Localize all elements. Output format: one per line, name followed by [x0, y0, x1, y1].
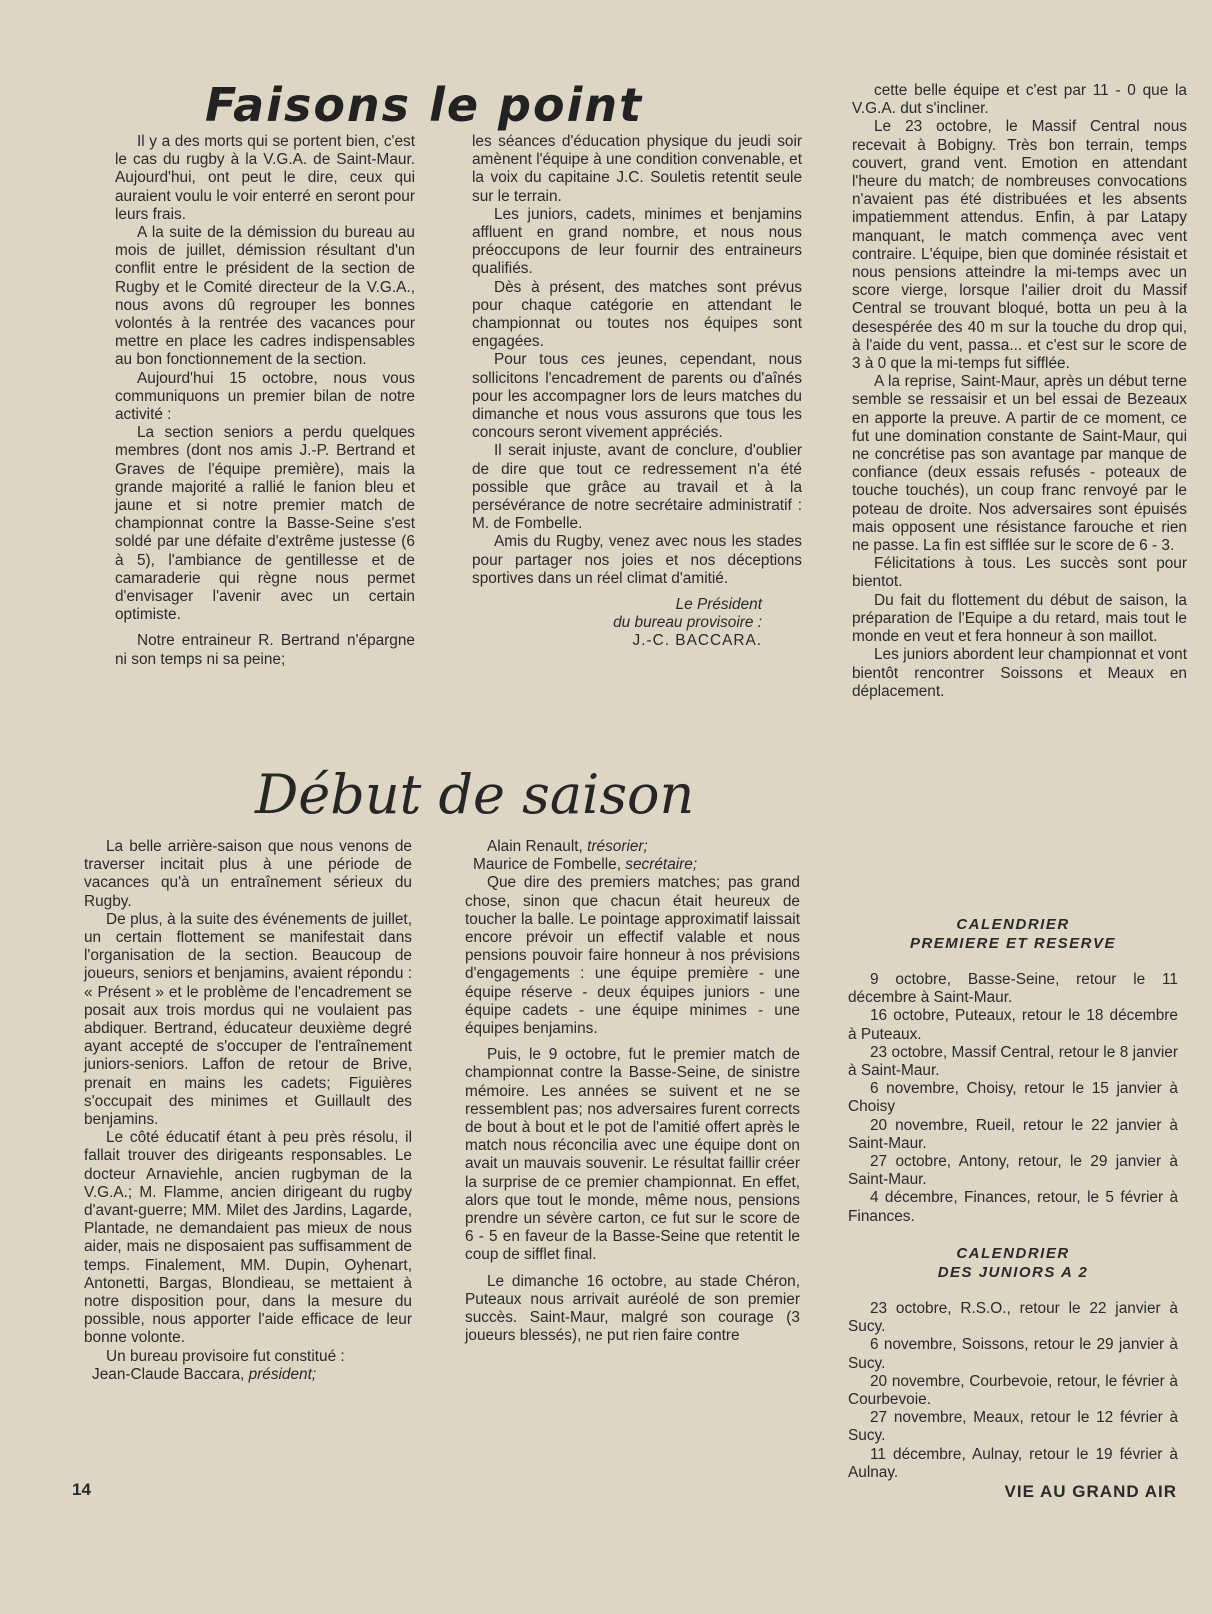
paragraph: Les juniors, cadets, minimes et benjamins affluent en grand nombre, et nous nous préoccupons de leur fournir des entraineurs qualifiés.: [472, 205, 802, 278]
calendar-heading: CALENDRIER: [956, 1245, 1070, 1262]
calendar-item: 27 octobre, Antony, retour, le 29 janvier à Saint-Maur.: [848, 1153, 1178, 1189]
paragraph: Il y a des morts qui se portent bien, c'est le cas du rugby à la V.G.A. de Saint-Maur. Aujourd'hui, ont peut le dire, ceux qui auraient voulu le voir enterré en seront pour leurs frais.: [115, 133, 415, 223]
page-number: 14: [72, 1480, 91, 1499]
paragraph: Aujourd'hui 15 octobre, nous vous communiquons un premier bilan de notre activité :: [115, 369, 415, 424]
magazine-name: VIE AU GRAND AIR: [1004, 1482, 1177, 1501]
paragraph: La belle arrière-saison que nous venons de traverser incitait plus à une période de vacances qu'à un entraînement sérieux du Rugby.: [84, 838, 412, 910]
calendar-premiere-reserve: [848, 915, 1178, 1226]
paragraph: les séances d'éducation physique du jeudi soir amènent l'équipe à une condition convenable, et la voix du capitaine J.C. Souletis retentit seule sur le terrain.: [472, 133, 802, 205]
paragraph: A la suite de la démission du bureau au mois de juillet, démission résultant d'un conflit entre le président de la section de Rugby et le Comité directeur de la V.G.A., nous avons dû regrouper les bonnes volontés à la rentrée des vacances pour mettre en place les cadres indispensables au bon fonctionnement de la section.: [115, 224, 415, 369]
member-name: Jean-Claude Baccara,: [92, 1365, 245, 1383]
paragraph: Pour tous ces jeunes, cependant, nous sollicitons l'encadrement de parents ou d'aînés pour les accompagner lors de leurs matches du dimanche et nous vous assurons que tous les concours seront vivement appréciés.: [472, 351, 802, 442]
calendar-item: 9 octobre, Basse-Seine, retour le 11 décembre à Saint-Maur.: [848, 971, 1178, 1007]
member-name: Alain Renault,: [487, 838, 583, 855]
paragraph: A la reprise, Saint-Maur, après un début terne semble se ressaisir et un bel essai de Bezeaux en apporte la preuve. A partir de ce moment, ce fut une domination constante de Saint-Maur, qui ne concrétise pas son avantage par manque de confiance (deux essais refusés - poteaux de touche touchés), un coup franc renvoyé par le poteau de droite. Nos adversaires sont épuisés mais opposent une résistance farouche et rien ne passe. La fin est sifflée sur le score de 6 - 3.: [852, 373, 1187, 555]
paragraph: cette belle équipe et c'est par 11 - 0 que la V.G.A. dut s'incliner.: [852, 82, 1187, 118]
paragraph: Il serait injuste, avant de conclure, d'oublier de dire que tout ce redressement n'a été possible que grâce au travail et à la persévérance de notre secrétaire administratif : M. de Fombelle.: [472, 442, 802, 533]
paragraph: Dès à présent, des matches sont prévus pour chaque catégorie en attendant le championnat ou toutes nos équipes sont engagées.: [472, 278, 802, 351]
calendar-juniors-a2: [848, 1244, 1178, 1482]
paragraph: Un bureau provisoire fut constitué :: [106, 1347, 345, 1365]
signature-subtitle: du bureau provisoire :: [613, 614, 762, 632]
paragraph: Amis du Rugby, venez avec nous les stades pour partager nos joies et nos déceptions sportives dans un réel climat d'amitié.: [472, 533, 802, 587]
signature: [472, 596, 802, 651]
calendar-item: 20 novembre, Courbevoie, retour, le février à Courbevoie.: [848, 1372, 1178, 1409]
paragraph: Le 23 octobre, le Massif Central nous recevait à Bobigny. Très bon terrain, temps couvert, grand vent. Emotion en attendant l'heure du match; de nombreuses convocations n'avaient pas été distribuées et les absents impatiemment attendus. Enfin, à par Latapy manquant, le match commença avec vent contraire. L'équipe, bien que dominée résistait et nous pensions atteindre la mi-temps avec un score vierge, lorsque l'ailier droit du Massif Central se trouvant bloqué, botta un peu à la desespérée des 40 m sur la touche du drop qui, à l'aide du vent, passa... et c'est sur le score de 3 à 0 que la mi-temps fut sifflée.: [852, 118, 1187, 373]
member-line: [465, 856, 800, 874]
article1-column-2: [472, 133, 802, 651]
calendar-item: 4 décembre, Finances, retour, le 5 février à Finances.: [848, 1189, 1178, 1225]
paragraph: Félicitations à tous. Les succès sont pour bientot.: [852, 555, 1187, 591]
paragraph: De plus, à la suite des événements de juillet, un certain flottement se manifestait dans l'organisation de la section. Beaucoup de joueurs, seniors et benjamins, avaient répondu : « Présent » et le problème de l'encadrement se posait aux trois mordus qui ne voulaient pas abdiquer. Bertrand, éducateur deuxième degré ayant accepté de s'occuper de l'entraînement juniors-seniors. Laffon de retour de Brive, prenait en mains les cadets; Figuières s'occupait des minimes et Guillault des benjamins.: [84, 910, 412, 1129]
article2-column-3: [852, 82, 1187, 701]
member-name: Maurice de Fombelle,: [473, 856, 621, 874]
calendar-item: 27 novembre, Meaux, retour le 12 février à Sucy.: [848, 1409, 1178, 1445]
calendar-item: 20 novembre, Rueil, retour le 22 janvier à Saint-Maur.: [848, 1116, 1178, 1152]
calendar-heading: CALENDRIER: [956, 916, 1070, 933]
paragraph: Notre entraineur R. Bertrand n'épargne ni son temps ni sa peine;: [115, 632, 415, 668]
member-role: secrétaire;: [625, 856, 698, 874]
calendar-item: 16 octobre, Puteaux, retour le 18 décembre à Puteaux.: [848, 1007, 1178, 1043]
signature-title: Le Président: [675, 596, 762, 614]
calendar-subheading: PREMIERE ET RESERVE: [909, 935, 1117, 952]
paragraph: [84, 1366, 412, 1384]
paragraph: Les juniors abordent leur championnat et vont bientôt rencontrer Soissons et Meaux en déplacement.: [852, 646, 1187, 700]
article-title-faisons-le-point: Faisons le point: [205, 78, 644, 132]
calendar-item: 6 novembre, Choisy, retour le 15 janvier à Choisy: [848, 1080, 1178, 1116]
paragraph: Du fait du flottement du début de saison, la préparation de l'Equipe a du retard, mais tout le monde en veut et fera honneur à son maillot.: [852, 591, 1187, 646]
paragraph: Que dire des premiers matches; pas grand chose, sinon que chacun était heureux de toucher la balle. Le pointage approximatif laissait encore prévoir un effectif valable et nous pensions pouvoir faire honneur à nos prévisions d'engagements : une équipe première - une équipe réserve - deux équipes juniors - une équipe cadets - une équipe minimes - une équipes benjamins.: [465, 874, 800, 1038]
paragraph: La section seniors a perdu quelques membres (dont nos amis J.-P. Bertrand et Graves de l'équipe première), mais la grande majorité a rallié le fanion bleu et jaune et si notre premier match de championnat contre la Basse-Seine s'est soldé par une défaite d'extrême justesse (6 à 5), l'ambiance de gentillesse et de camaraderie qui règne nous permet d'envisager l'avenir avec un certain optimiste.: [115, 424, 415, 624]
article-title-debut-de-saison: Début de saison: [255, 763, 695, 826]
paragraph: Puis, le 9 octobre, fut le premier match de championnat contre la Basse-Seine, de sinistre mémoire. Les années se suivent et ne se ressemblent pas; nos adversaires furent corrects de bout à bout et le pot de l'amitié offert après le match nous réconcilia avec une équipe dont on avait un mauvais souvenir. Le résultat faillir créer la surprise de ce premier championnat. En effet, alors que tout le monde, même nous, pensions prendre un sévère carton, ce fut sur le score de 6 - 5 en faveur de la Basse-Seine que retentit le coup de sifflet final.: [465, 1046, 800, 1264]
member-line: [465, 838, 800, 856]
paragraph: Le côté éducatif étant à peu près résolu, il fallait trouver des dirigeants responsables. Le docteur Arnaviehle, ancien rugbyman de la V.G.A.; M. Flamme, ancien dirigeant du rugby d'avant-guerre; MM. Milet des Jardins, Lagarde, Plantade, ne demandaient pas mieux de nous aider, mais ne disposaient pas suffisamment de temps. Finalement, MM. Dupin, Oyhenart, Antonetti, Bargas, Blondieau, se mettaient à notre disposition pour, dans la mesure du possible, nous apporter l'aide efficace de leur bonne volonte.: [84, 1129, 412, 1347]
calendar-item: 23 octobre, Massif Central, retour le 8 janvier à Saint-Maur.: [848, 1043, 1178, 1080]
paragraph: Le dimanche 16 octobre, au stade Chéron, Puteaux nous arrivait auréolé de son premier succès. Saint-Maur, malgré son courage (3 joueurs blessés), ne put rien faire contre: [465, 1272, 800, 1345]
article1-column-1: [115, 133, 415, 669]
member-role: président;: [248, 1365, 317, 1383]
calendar-subheading: DES JUNIORS A 2: [937, 1264, 1089, 1281]
article2-column-2: [465, 838, 800, 1345]
member-role: trésorier;: [587, 838, 648, 855]
calendar-item: 6 novembre, Soissons, retour le 29 janvier à Sucy.: [848, 1336, 1178, 1372]
calendar-item: 11 décembre, Aulnay, retour le 19 février à Aulnay.: [848, 1445, 1178, 1481]
calendar-item: 23 octobre, R.S.O., retour le 22 janvier à Sucy.: [848, 1300, 1178, 1336]
article2-column-1: [84, 838, 412, 1384]
signature-name: J.-C. BACCARA.: [632, 632, 762, 650]
